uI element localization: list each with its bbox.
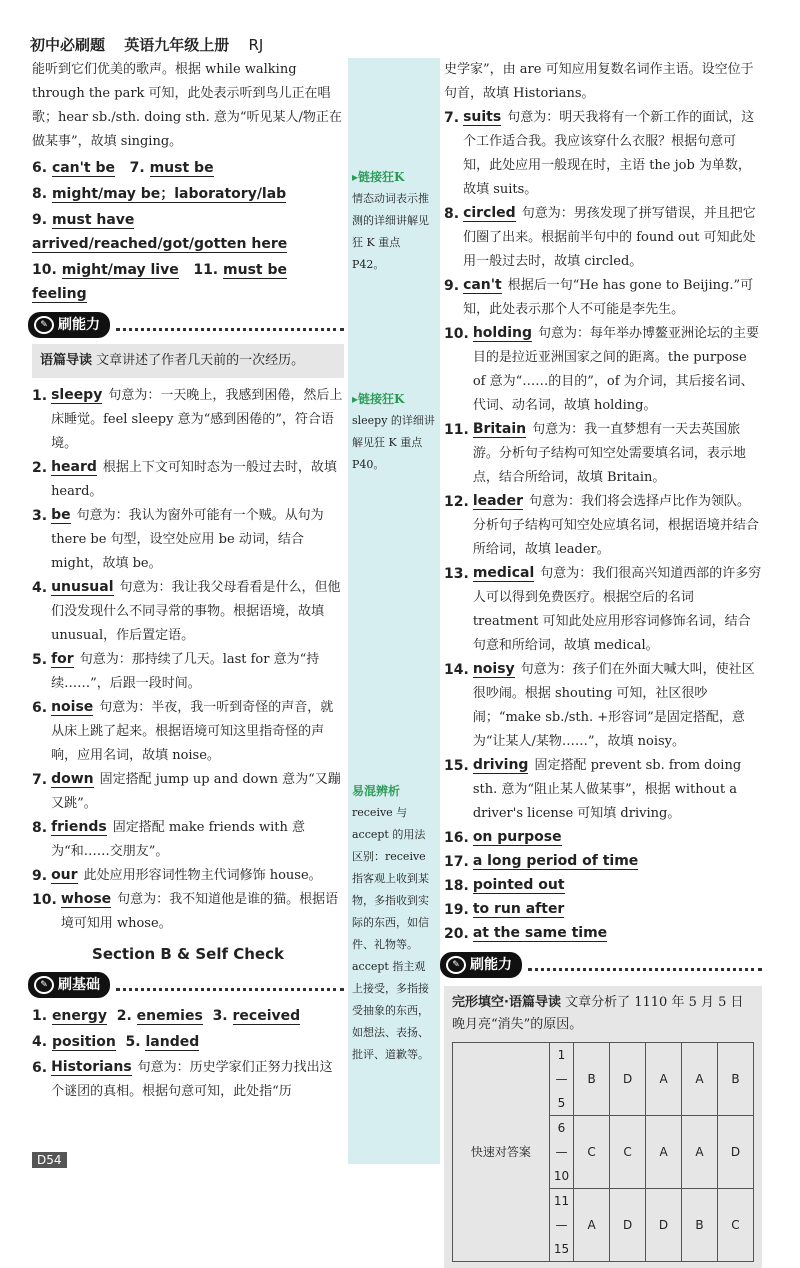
banner-pill [28,972,110,998]
item-text [473,874,762,898]
item-text [473,754,762,826]
list-item [32,864,344,888]
answer: energy [51,1008,107,1024]
answer-table [452,1042,754,1262]
note-title [352,166,436,188]
item-number: 8. [444,206,460,222]
table-cell: D [646,1189,682,1262]
note-title [352,388,436,410]
row-range: 6—10 [549,1116,573,1189]
arrow-icon: ▸ [352,170,359,184]
table-cell: B [717,1043,753,1116]
item-text [61,888,344,936]
answer-line [32,1004,344,1028]
paragraph: 史学家”，由 are 可知应用复数名词作主语。设空位于句首，故填 Historians。 [444,62,754,101]
item-number: 6. [32,1060,48,1076]
cloze-text: 文章分析了 1110 年 5 月 5 日晚月亮“消失”的原因。 [452,995,744,1032]
item-number: 4. [32,1034,48,1050]
table-cell: D [610,1043,646,1116]
list-item [444,274,762,322]
item-number: 8. [32,186,48,202]
note-text: receive 与 accept 的用法区别：receive 指客观上收到某物，多指收到实际的东西，如信件、礼物等。accept 指主观上接受，多指接受抽象的东西，如想法、表扬、批评、道歉等。 [352,806,429,1061]
page-number: D54 [32,1152,67,1168]
list-item [444,202,762,274]
answer: sleepy [51,387,103,403]
item-text [51,504,344,576]
explanation: 固定搭配 make friends with 意为“和……交朋友”。 [51,820,305,859]
item-number: 14. [444,662,469,678]
answer: must be [149,160,214,176]
item-number: 11. [444,422,469,438]
note-title [352,780,436,802]
list-item [444,658,762,754]
answer: can't [463,277,502,293]
explanation: 句意为：一天晚上，我感到困倦，然后上床睡觉。feel sleepy 意为“感到困倦的”，符合语境。 [51,388,343,451]
list-item [444,922,762,946]
answer: heard [51,459,97,475]
section-banner [28,312,344,338]
table-cell: C [574,1116,610,1189]
answer: noisy [472,661,515,677]
answer: down [51,771,94,787]
item-number: 3. [212,1008,228,1024]
answer: to run after [472,901,565,917]
item-text [463,274,762,322]
answer: friends [51,819,107,835]
explanation: 句意为：孩子们在外面大喊大叫，使社区很吵闹。根据 shouting 可知，社区很吵闹；“make sb./sth. +形容词”是固定搭配，意为“让某人/某物……”，故填 noisy。 [472,662,755,749]
explanation: 句意为：我不知道他是谁的猫。根据语境可知用 whose。 [60,892,339,931]
list-item [32,768,344,816]
list-item [444,562,762,658]
table-cell: A [682,1116,718,1189]
left-column [32,58,344,1104]
explanation: 句意为：明天我将有一个新工作的面试，这个工作适合我。我应该穿什么衣服？根据句意可知，此处应用一般现在时，主语 the job 为单数，故填 suits。 [463,110,755,197]
explanation: 句意为：我一直梦想有一天去英国旅游。分析句子结构可知空处需要填名词，表示地点，结合所给词，故填 Britain。 [472,422,746,485]
list-item [32,456,344,504]
item-number: 10. [32,892,57,908]
divider [116,980,344,991]
answer: driving [472,757,529,773]
explanation: 句意为：我认为窗外可能有一个贼。从句为 there be 句型，设空处应用 be 动词，结合 might，故填 be。 [51,508,324,571]
explanation: 固定搭配 jump up and down 意为“又蹦又跳”。 [51,772,341,811]
item-text [51,1056,344,1104]
item-text [51,648,344,696]
note-box [352,388,436,476]
answer: suits [463,109,502,125]
answer: whose [60,891,112,907]
banner-label: 刷基础 [58,977,100,993]
banner-pill [28,312,110,338]
item-number: 16. [444,830,469,846]
subject-title: 英语九年级上册 [124,36,230,54]
answer: our [51,867,78,883]
item-text [473,322,762,418]
item-number: 9. [444,278,460,294]
answer-list [32,384,344,936]
item-text [51,696,344,768]
item-number: 12. [444,494,469,510]
table-cell: A [574,1189,610,1262]
answer: enemies [136,1008,203,1024]
answer: circled [463,205,516,221]
item-number: 13. [444,566,469,582]
cloze-intro [452,992,754,1036]
intro-label: 语篇导读 [40,353,93,368]
right-column [444,58,762,1268]
list-item [444,418,762,490]
answer: be [51,507,71,523]
item-number: 1. [32,1008,48,1024]
paragraph: 能听到它们优美的歌声。根据 while walking through the park 可知，此处表示听到鸟儿正在唱歌；hear sb./sth. doing sth. 意为“听见某人/物正在做某事”，故填 singing。 [32,62,342,149]
item-number: 4. [32,580,48,596]
table-cell: B [682,1189,718,1262]
explanation: 句意为：男孩发现了拼写错误，并且把它们圈了出来。根据前半句中的 found out 可知此处用一般过去时，故填 circled。 [463,206,756,269]
item-text [473,658,762,754]
item-text [51,384,344,456]
list-item [32,648,344,696]
arrow-icon: ▸ [352,392,359,406]
list-item [32,888,344,936]
answer: might/may live [61,262,179,278]
table-cell: B [574,1043,610,1116]
answer-line [32,258,344,306]
note-text: 情态动词表示推测的详细讲解见狂 K 重点 P42。 [352,192,429,271]
item-number: 2. [32,460,48,476]
explanation: 根据后一句“He has gone to Beijing.”可知，此处表示那个人不可能是李先生。 [463,278,754,317]
table-label: 快速对答案 [453,1043,550,1262]
item-text [51,456,344,504]
table-cell: C [717,1189,753,1262]
list-item [444,898,762,922]
answer-list [444,106,762,946]
answer: landed [145,1034,200,1050]
item-text [51,816,344,864]
item-text [463,106,762,202]
answer: must be feeling [32,262,287,302]
answer: can't be [51,160,116,176]
answer-line [32,182,344,206]
item-number: 7. [444,110,460,126]
explanation: 句意为：每年举办博鳌亚洲论坛的主要目的是拉近亚洲国家之间的距离。the purpose of 意为“……的目的”，of 为介词，其后接名词、代词、动名词，故填 holding。 [472,326,760,413]
item-text [473,922,762,946]
item-number: 17. [444,854,469,870]
item-number: 6. [32,700,48,716]
list-item [32,696,344,768]
reading-intro [32,344,344,378]
explanation: 句意为：我们将会选择卢比作为领队。分析句子结构可知空处应填名词，根据语境并结合所给词，故填 leader。 [472,494,759,557]
item-number: 19. [444,902,469,918]
item-number: 18. [444,878,469,894]
answer-line [32,1030,344,1054]
note-text: sleepy 的详细讲解见狂 K 重点 P40。 [352,414,435,471]
list-item [444,322,762,418]
list-item [32,576,344,648]
item-number: 10. [32,262,57,278]
list-item [32,384,344,456]
answer: medical [472,565,535,581]
note-title-text: 链接狂K [358,392,405,406]
list-item [444,754,762,826]
list-item [32,504,344,576]
item-number: 15. [444,758,469,774]
answer: noise [51,699,94,715]
item-text [473,898,762,922]
item-number: 6. [32,160,48,176]
book-title: 初中必刷题 [30,36,106,54]
note-box [352,166,436,276]
item-text [473,850,762,874]
note-title-text: 链接狂K [358,170,405,184]
item-number: 20. [444,926,469,942]
table-cell: C [610,1116,646,1189]
cloze-label: 完形填空·语篇导读 [452,995,561,1010]
explanation: 句意为：半夜，我一听到奇怪的声音，就从床上跳了起来。根据语境可知这里指奇怪的声响，应用名词，故填 noise。 [51,700,334,763]
answer: for [51,651,74,667]
answer: received [232,1008,301,1024]
note-title-text: 易混辨析 [352,784,401,798]
intro-text: 文章讲述了作者几天前的一次经历。 [96,353,305,368]
item-text [473,490,762,562]
answer: leader [472,493,523,509]
item-text [463,202,762,274]
page-header [30,34,277,55]
explanation: 句意为：那持续了几天。last for 意为“持续……”，后跟一段时间。 [51,652,320,691]
explanation: 根据上下文可知时态为一般过去时，故填 heard。 [51,460,337,499]
row-range: 11—15 [549,1189,573,1262]
answer: Britain [472,421,527,437]
answer: position [51,1034,116,1050]
list-item [444,106,762,202]
item-text [473,826,762,850]
row-range: 1—5 [549,1043,573,1116]
answer: on purpose [472,829,562,845]
list-item [32,1056,344,1104]
table-cell: D [717,1116,753,1189]
answer: unusual [51,579,114,595]
section-banner [28,972,344,998]
item-number: 9. [32,868,48,884]
explanation: 句意为：我们很高兴知道西部的许多穷人可以得到免费医疗。根据空后的名词 treatment 可知此处应用形容词修饰名词，结合句意和所给词，故填 medical。 [472,566,762,653]
answer-line [32,156,344,180]
note-box [352,780,436,1066]
explanation: 句意为：历史学家们正努力找出这个谜团的真相。根据句意可知，此处指“历 [51,1060,333,1099]
answer: holding [472,325,533,341]
item-number: 1. [32,388,48,404]
item-number: 8. [32,820,48,836]
item-number: 2. [116,1008,132,1024]
table-cell: D [610,1189,646,1262]
item-number: 10. [444,326,469,342]
item-text [473,562,762,658]
banner-label: 刷能力 [470,957,512,973]
explanation: 固定搭配 prevent sb. from doing sth. 意为“阻止某人做某事”，根据 without a driver's license 可知填 driving。 [472,758,742,821]
item-text [51,864,344,888]
answer: a long period of time [472,853,639,869]
item-text [473,418,762,490]
section-title: Section B & Self Check [92,945,284,963]
banner-pill [440,952,522,978]
answer: pointed out [472,877,565,893]
item-number: 11. [193,262,219,278]
answer: Historians [51,1059,132,1075]
explanation: 此处应用形容词性物主代词修饰 house。 [83,868,322,883]
list-item [444,826,762,850]
explanation: 句意为：我让我父母看看是什么，但他们没发现什么不同寻常的事物。根据语境，故填 unusual，作后置定语。 [51,580,341,643]
table-cell: A [646,1116,682,1189]
answer-line [32,208,344,256]
answer: must have arrived/reached/got/gotten here [32,212,288,252]
divider [116,320,344,331]
list-item [444,490,762,562]
answer: might/may be；laboratory/lab [51,186,287,202]
item-number: 7. [32,772,48,788]
table-cell: A [646,1043,682,1116]
item-text [51,768,344,816]
list-item [444,874,762,898]
item-number: 5. [125,1034,141,1050]
table-cell: A [682,1043,718,1116]
edition-label: RJ [248,36,264,54]
brush-icon: ✎ [34,316,54,334]
item-number: 9. [32,212,48,228]
answer: at the same time [472,925,608,941]
item-number: 7. [129,160,145,176]
brush-icon: ✎ [446,956,466,974]
item-number: 3. [32,508,48,524]
list-item [444,850,762,874]
brush-icon: ✎ [34,976,54,994]
table-row [453,1043,754,1116]
cloze-box [444,986,762,1268]
sidebar-notes [348,58,440,1164]
item-text [51,576,344,648]
list-item [32,816,344,864]
section-banner [440,952,762,978]
banner-label: 刷能力 [58,317,100,333]
divider [528,960,762,971]
item-number: 5. [32,652,48,668]
